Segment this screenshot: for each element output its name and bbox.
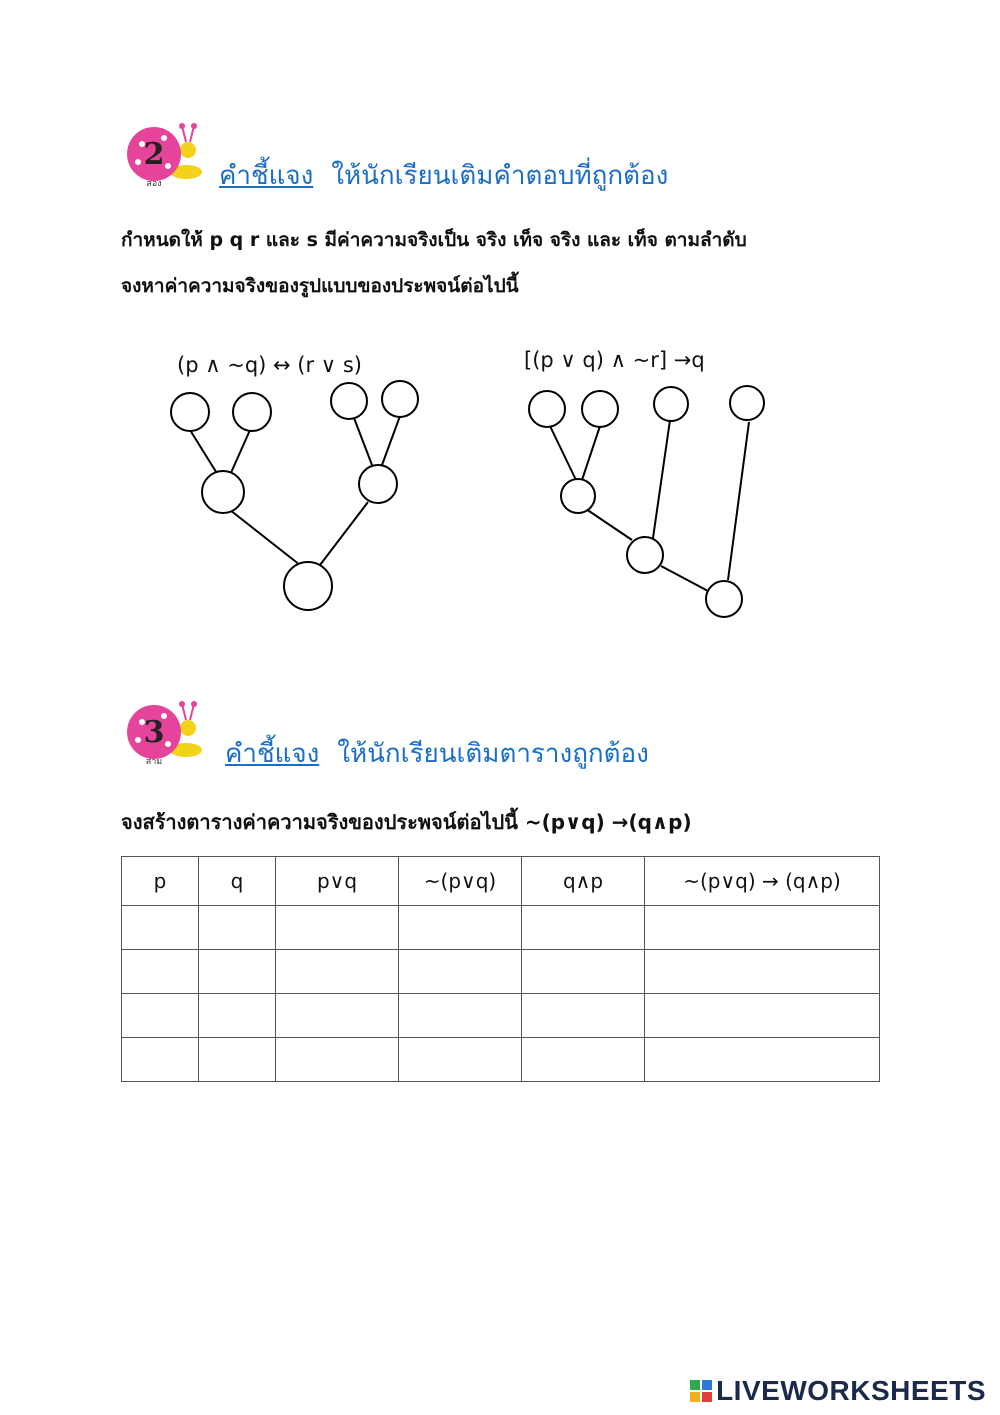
- answer-circle-p[interactable]: [529, 391, 565, 427]
- table-cell[interactable]: [276, 950, 399, 994]
- table-cell[interactable]: [122, 994, 199, 1038]
- table-cell[interactable]: [199, 1038, 276, 1082]
- truth-tree-right: [520, 380, 780, 630]
- header-implication: ~(p∨q) → (q∧p): [645, 857, 880, 906]
- table-cell[interactable]: [399, 1038, 522, 1082]
- header-p-or-q: p∨q: [276, 857, 399, 906]
- table-cell[interactable]: [645, 906, 880, 950]
- header-p: p: [122, 857, 199, 906]
- table-cell[interactable]: [122, 950, 199, 994]
- section2-label: คำชี้แจง: [219, 161, 314, 191]
- formula-left: (p ∧ ~q) ↔ (r ∨ s): [177, 353, 362, 377]
- answer-circle-q[interactable]: [582, 391, 618, 427]
- table-cell[interactable]: [199, 906, 276, 950]
- answer-circle-disjunction[interactable]: [359, 465, 397, 503]
- tree-edge: [728, 422, 749, 580]
- answer-circle-conjunction[interactable]: [202, 471, 244, 513]
- header-q-and-p: q∧p: [522, 857, 645, 906]
- truth-table-header-row: [122, 857, 880, 906]
- tree-edge: [582, 426, 600, 480]
- liveworksheets-brand[interactable]: [690, 1375, 986, 1407]
- badge-caption: สาม: [145, 757, 163, 767]
- answer-circle-not-q[interactable]: [233, 393, 271, 431]
- table-row: [122, 1038, 880, 1082]
- tree-edge: [586, 509, 632, 540]
- table-cell[interactable]: [199, 994, 276, 1038]
- header-q: q: [199, 857, 276, 906]
- table-cell[interactable]: [522, 906, 645, 950]
- badge-number: 3: [143, 715, 165, 750]
- liveworksheets-logo-icon: [690, 1380, 712, 1402]
- snail-badge-3: [124, 698, 204, 768]
- tree-edge: [230, 510, 300, 565]
- tree-edge: [320, 502, 368, 565]
- table-cell[interactable]: [199, 950, 276, 994]
- table-cell[interactable]: [399, 994, 522, 1038]
- tree-edge: [550, 426, 576, 480]
- brand-text: LIVEWORKSHEETS: [716, 1375, 986, 1406]
- tree-edge: [230, 430, 250, 475]
- truth-tree-left: [160, 380, 430, 620]
- tree-edge: [661, 566, 708, 591]
- header-not-p-or-q: ~(p∨q): [399, 857, 522, 906]
- answer-circle-not-r[interactable]: [654, 387, 688, 421]
- section3-title: [225, 733, 649, 774]
- section2-task-text: จงหาค่าความจริงของรูปแบบของประพจน์ต่อไปนี้: [121, 275, 519, 297]
- badge-number: 2: [143, 137, 165, 172]
- section2-given-text: กำหนดให้ p q r และ s มีค่าความจริงเป็น จริง เท็จ จริง และ เท็จ ตามลำดับ: [121, 229, 747, 251]
- answer-circle-implication[interactable]: [706, 581, 742, 617]
- table-cell[interactable]: [276, 1038, 399, 1082]
- table-cell[interactable]: [122, 906, 199, 950]
- table-cell[interactable]: [122, 1038, 199, 1082]
- tree-edge: [382, 416, 400, 465]
- answer-circle-q-final[interactable]: [730, 386, 764, 420]
- tree-edge: [190, 430, 218, 475]
- table-cell[interactable]: [522, 1038, 645, 1082]
- tree-edge: [354, 418, 372, 465]
- section3-prompt: จงสร้างตารางค่าความจริงของประพจน์ต่อไปนี้ ~(p∨q) →(q∧p): [121, 810, 692, 834]
- table-row: [122, 906, 880, 950]
- snail-badge-2: [124, 120, 204, 190]
- badge-caption: สอง: [146, 179, 162, 189]
- section2-instruction: ให้นักเรียนเติมคำตอบที่ถูกต้อง: [331, 161, 669, 191]
- table-row: [122, 994, 880, 1038]
- table-cell[interactable]: [399, 950, 522, 994]
- table-row: [122, 950, 880, 994]
- answer-circle-s[interactable]: [382, 381, 418, 417]
- section3-instruction: ให้นักเรียนเติมตารางถูกต้อง: [337, 739, 649, 769]
- table-cell[interactable]: [399, 906, 522, 950]
- truth-table: [121, 856, 880, 1082]
- table-cell[interactable]: [522, 994, 645, 1038]
- section3-label: คำชี้แจง: [225, 739, 320, 769]
- answer-circle-p-or-q[interactable]: [561, 479, 595, 513]
- answer-circle-conjunction[interactable]: [627, 537, 663, 573]
- tree-edge: [653, 420, 670, 538]
- table-cell[interactable]: [276, 994, 399, 1038]
- table-cell[interactable]: [522, 950, 645, 994]
- section2-title: [219, 155, 668, 196]
- answer-circle-biconditional[interactable]: [284, 562, 332, 610]
- formula-right: [(p ∨ q) ∧ ~r] →q: [524, 348, 705, 372]
- table-cell[interactable]: [645, 1038, 880, 1082]
- table-cell[interactable]: [645, 950, 880, 994]
- table-cell[interactable]: [645, 994, 880, 1038]
- answer-circle-p-and-not-q-p[interactable]: [171, 393, 209, 431]
- answer-circle-r[interactable]: [331, 383, 367, 419]
- table-cell[interactable]: [276, 906, 399, 950]
